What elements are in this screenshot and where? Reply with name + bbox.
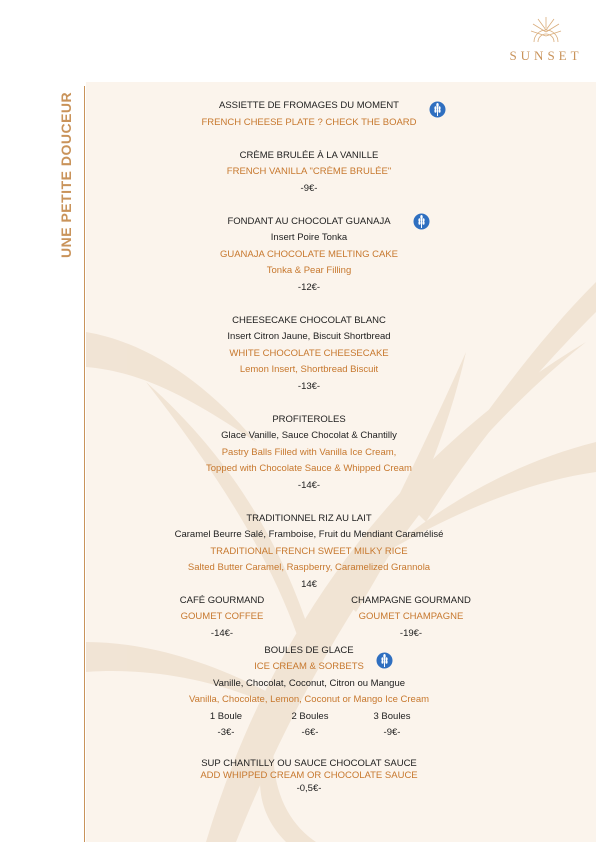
cheese-title-fr: ASSIETTE DE FROMAGES DU MOMENT bbox=[219, 100, 399, 111]
wheat-icon bbox=[429, 101, 446, 118]
boule-option-3-price: -9€- bbox=[383, 727, 401, 738]
supp-price: -0,5€- bbox=[296, 783, 322, 794]
boules-title-fr: BOULES DE GLACE bbox=[264, 645, 354, 656]
champagne-title-en: GOUMET CHAMPAGNE bbox=[358, 611, 464, 622]
sun-logo-icon bbox=[530, 16, 562, 44]
profiteroles-desc-en-1: Pastry Balls Filled with Vanilla Ice Cream, bbox=[221, 447, 397, 458]
palm-leaf-background bbox=[86, 82, 596, 842]
section-title: UNE PETITE DOUCEUR bbox=[58, 91, 74, 258]
riz-price: 14€ bbox=[301, 579, 317, 590]
boule-option-3-label: 3 Boules bbox=[373, 711, 411, 722]
menu-panel bbox=[86, 82, 596, 842]
fondant-price: -12€- bbox=[297, 282, 321, 293]
cheesecake-desc-fr: Insert Citron Jaune, Biscuit Shortbread bbox=[227, 331, 391, 342]
boule-option-2-price: -6€- bbox=[301, 727, 319, 738]
riz-desc-fr: Caramel Beurre Salé, Framboise, Fruit du Mendiant Caramélisé bbox=[174, 529, 444, 540]
fondant-desc-en: Tonka & Pear Filling bbox=[266, 265, 352, 276]
boule-option-2-label: 2 Boules bbox=[291, 711, 329, 722]
riz-desc-en: Salted Butter Caramel, Raspberry, Caramelized Grannola bbox=[187, 562, 431, 573]
riz-title-en: TRADITIONAL FRENCH SWEET MILKY RICE bbox=[210, 546, 408, 557]
cafe-title-en: GOUMET COFFEE bbox=[180, 611, 264, 622]
cheesecake-title-en: WHITE CHOCOLATE CHEESECAKE bbox=[229, 348, 389, 359]
supp-title-fr: SUP CHANTILLY OU SAUCE CHOCOLAT SAUCE bbox=[201, 758, 417, 769]
boules-title-en: ICE CREAM & SORBETS bbox=[254, 661, 364, 672]
creme-title-fr: CRÈME BRULÉE À LA VANILLE bbox=[239, 150, 379, 161]
profiteroles-price: -14€- bbox=[297, 480, 321, 491]
boule-option-1-price: -3€- bbox=[217, 727, 235, 738]
brand-name: SUNSET bbox=[509, 48, 583, 63]
supp-title-en: ADD WHIPPED CREAM OR CHOCOLATE SAUCE bbox=[200, 770, 418, 781]
profiteroles-desc-en-2: Topped with Chocolate Sauce & Whipped Cream bbox=[206, 463, 412, 474]
boule-option-1-label: 1 Boule bbox=[209, 711, 243, 722]
cheesecake-title-fr: CHEESECAKE CHOCOLAT BLANC bbox=[232, 315, 386, 326]
cafe-title-fr: CAFÉ GOURMAND bbox=[179, 595, 265, 606]
profiteroles-desc-fr: Glace Vanille, Sauce Chocolat & Chantilly bbox=[221, 430, 397, 441]
creme-title-en: FRENCH VANILLA "CRÈME BRULÉE" bbox=[226, 166, 392, 177]
creme-price: -9€- bbox=[300, 183, 318, 194]
champagne-title-fr: CHAMPAGNE GOURMAND bbox=[351, 595, 471, 606]
boules-desc-fr: Vanille, Chocolat, Coconut, Citron ou Mangue bbox=[212, 678, 406, 689]
cheesecake-desc-en: Lemon Insert, Shortbread Biscuit bbox=[239, 364, 379, 375]
divider-line bbox=[84, 86, 85, 842]
cheese-title-en: FRENCH CHEESE PLATE ? CHECK THE BOARD bbox=[201, 117, 417, 128]
riz-title-fr: TRADITIONNEL RIZ AU LAIT bbox=[246, 513, 372, 524]
boules-desc-en: Vanilla, Chocolate, Lemon, Coconut or Mango Ice Cream bbox=[188, 694, 430, 705]
profiteroles-title-fr: PROFITEROLES bbox=[272, 414, 346, 425]
champagne-price: -19€- bbox=[399, 628, 423, 639]
cafe-price: -14€- bbox=[210, 628, 234, 639]
fondant-title-en: GUANAJA CHOCOLATE MELTING CAKE bbox=[219, 249, 399, 260]
cheesecake-price: -13€- bbox=[297, 381, 321, 392]
wheat-icon bbox=[376, 652, 393, 669]
wheat-icon bbox=[413, 213, 430, 230]
fondant-desc-fr: Insert Poire Tonka bbox=[270, 232, 348, 243]
brand-logo bbox=[500, 14, 592, 66]
fondant-title-fr: FONDANT AU CHOCOLAT GUANAJA bbox=[227, 216, 391, 227]
